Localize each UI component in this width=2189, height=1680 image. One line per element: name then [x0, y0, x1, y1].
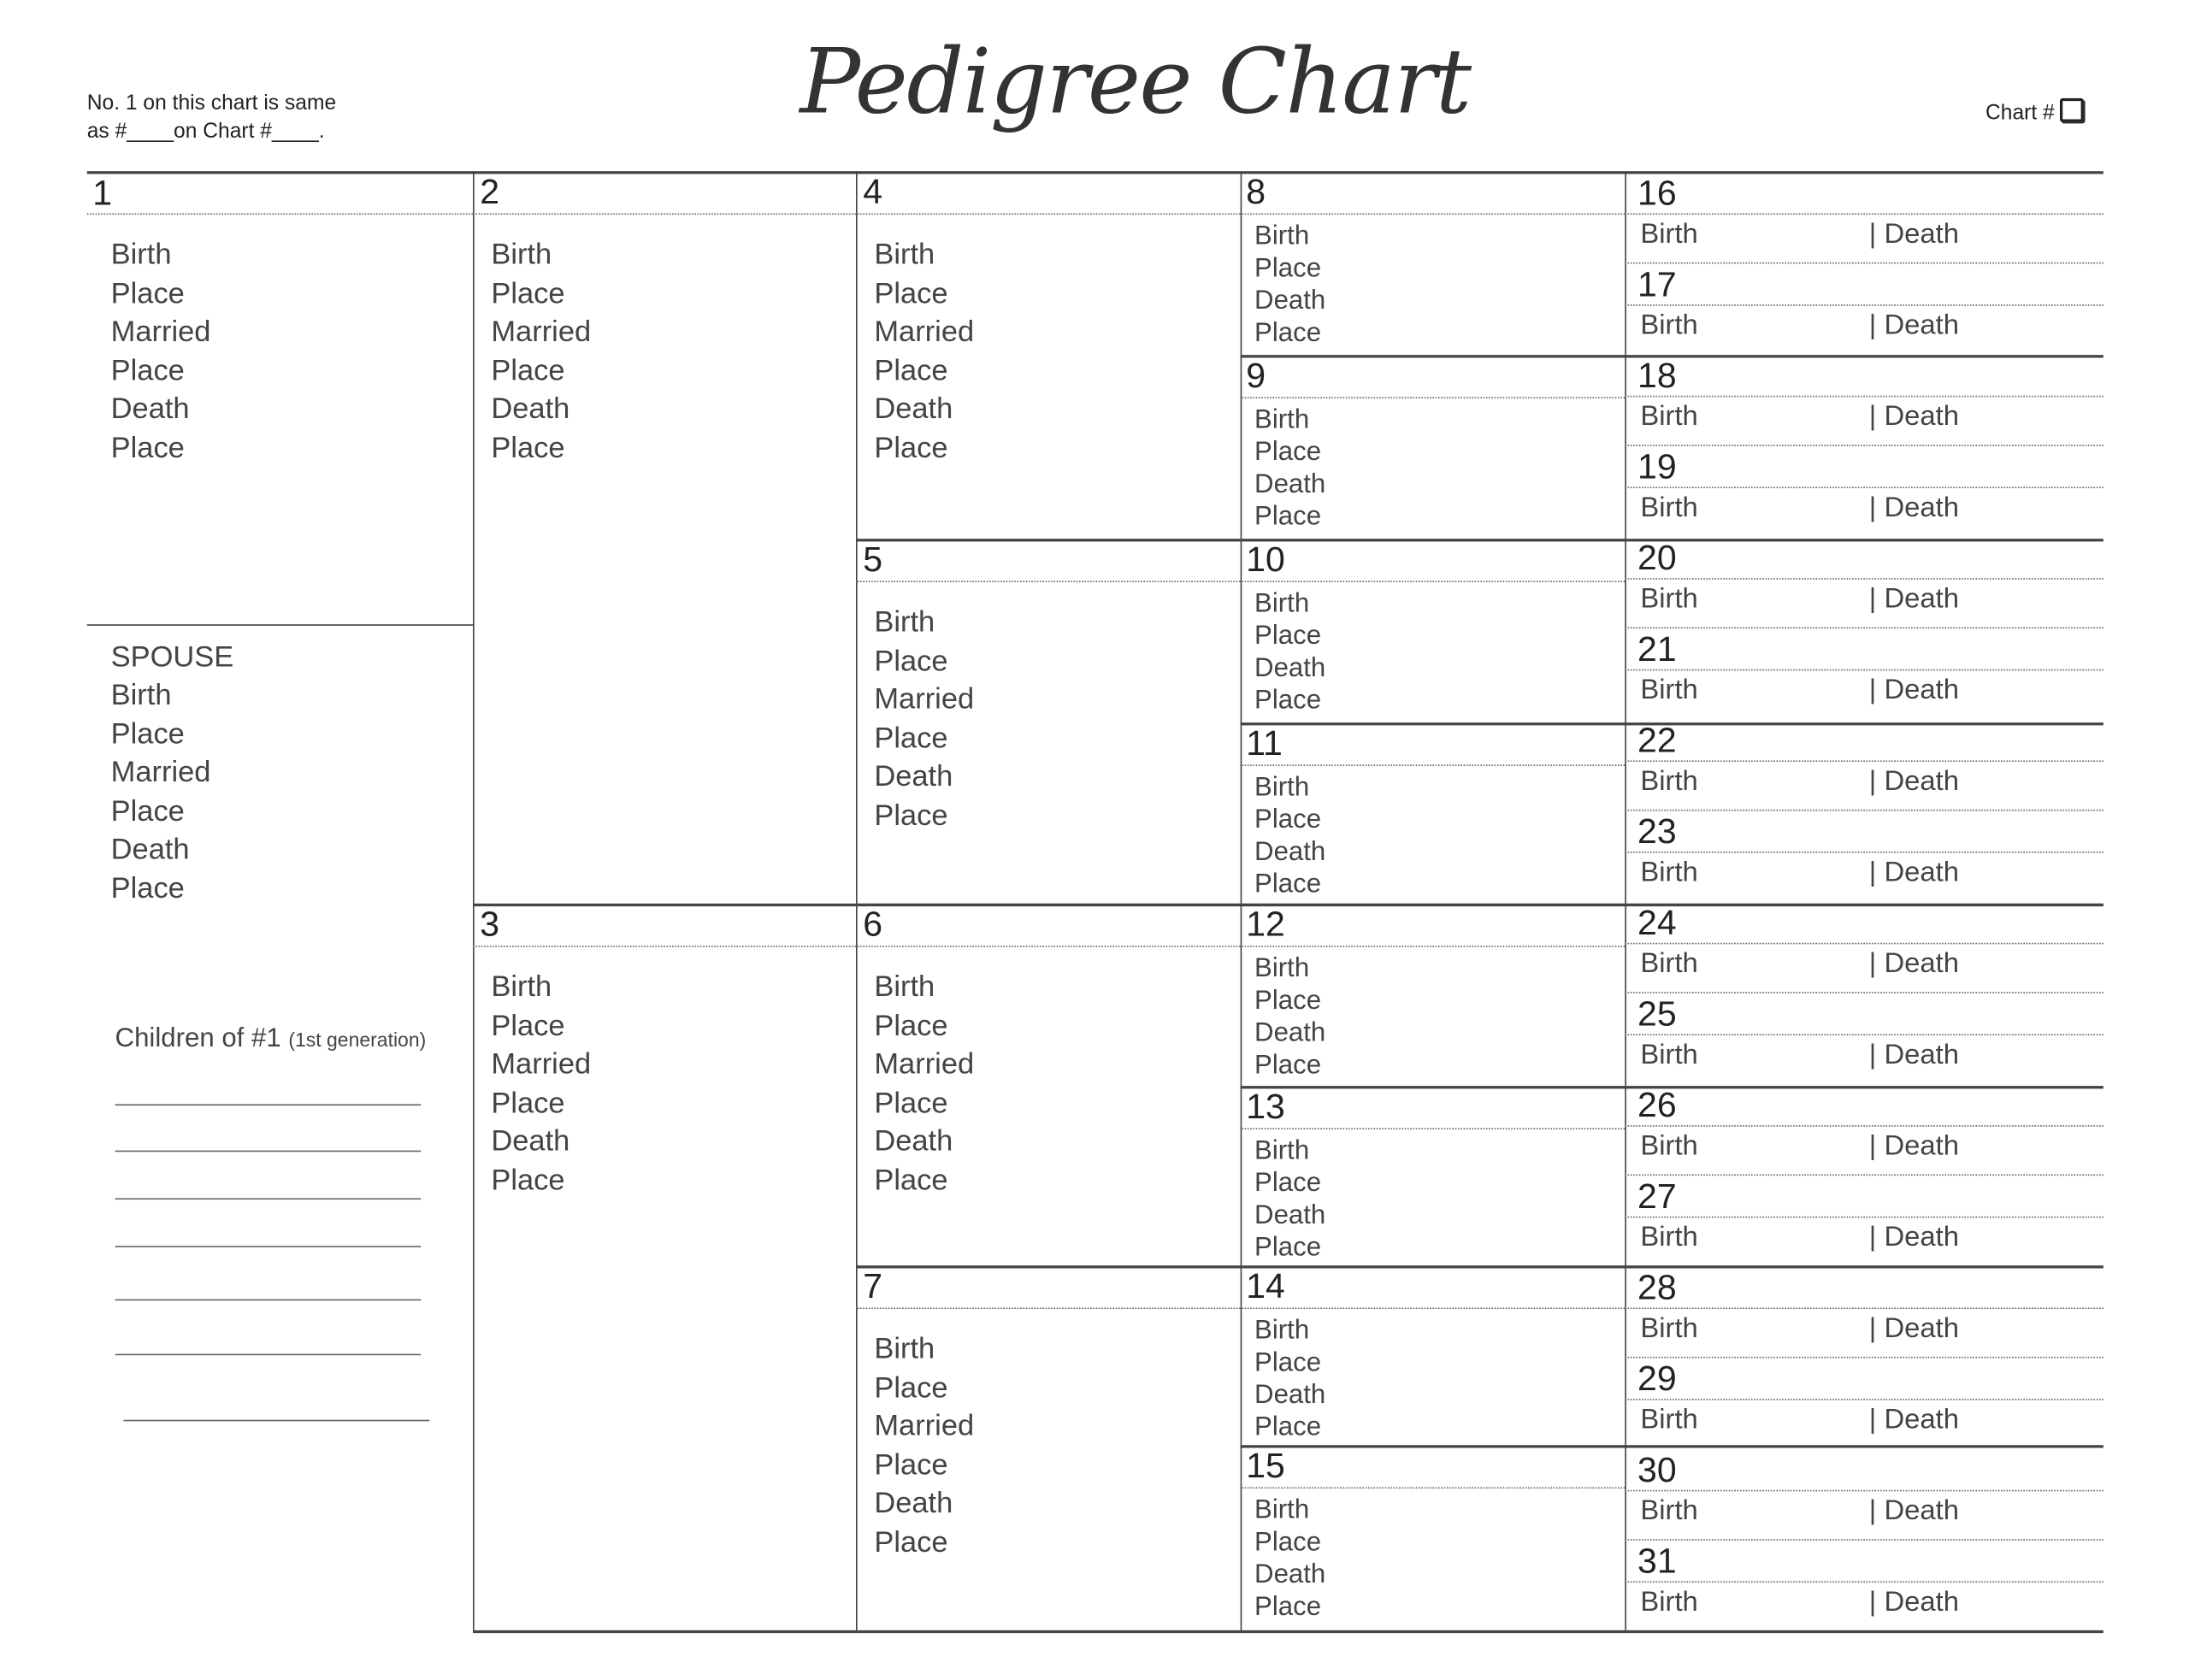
header-rule [856, 213, 1241, 215]
header-rule [1625, 1034, 2103, 1035]
block-rule [1241, 1445, 2103, 1447]
person-3-field-place[interactable]: Place [491, 1164, 565, 1196]
person-4-field-place[interactable]: Place [874, 277, 948, 309]
person-25-death[interactable]: | Death [1868, 1039, 1960, 1071]
person-5-field-death[interactable]: Death [874, 760, 953, 793]
spouse-label: SPOUSE [110, 640, 234, 674]
person-8-field-place[interactable]: Place [1254, 254, 1322, 284]
person-11-field-death[interactable]: Death [1254, 837, 1326, 868]
person-number-3: 3 [480, 905, 500, 945]
child-entry-line[interactable] [115, 1151, 422, 1152]
bottom-rule [473, 1630, 2103, 1633]
person-number-20: 20 [1637, 539, 1677, 579]
header-rule [1625, 1399, 2103, 1400]
person-18-death[interactable]: | Death [1868, 401, 1960, 433]
header-rule [1241, 397, 1626, 398]
header-rule [1625, 760, 2103, 762]
header-rule [87, 213, 473, 215]
header-rule [1625, 1125, 2103, 1127]
person-rule [1625, 1357, 2103, 1359]
header-rule [1625, 943, 2103, 945]
person-29-death[interactable]: | Death [1868, 1404, 1960, 1435]
person-19-birth[interactable]: Birth [1640, 492, 1698, 524]
children-subtitle: (1st generation) [288, 1028, 427, 1052]
header-rule [1625, 486, 2103, 488]
person-3-field-married[interactable]: Married [491, 1047, 592, 1081]
person-number-23: 23 [1637, 812, 1677, 852]
header-rule [473, 213, 856, 215]
person-22-birth[interactable]: Birth [1640, 765, 1698, 798]
person-number-7: 7 [863, 1266, 883, 1306]
person-13-field-place[interactable]: Place [1254, 1233, 1322, 1263]
person-6-field-birth[interactable]: Birth [874, 970, 935, 1004]
person-12-field-birth[interactable]: Birth [1254, 953, 1310, 984]
person-7-field-place[interactable]: Place [874, 1371, 948, 1404]
person-19-death[interactable]: | Death [1868, 492, 1960, 524]
person-15-field-place[interactable]: Place [1254, 1592, 1322, 1622]
children-title-text: Children of #1 [115, 1023, 289, 1054]
person-number-1: 1 [92, 174, 113, 214]
person-6-field-place[interactable]: Place [874, 1009, 948, 1042]
person-2-field-place[interactable]: Place [491, 431, 565, 464]
person-23-death[interactable]: | Death [1868, 857, 1960, 888]
person-number-6: 6 [863, 905, 883, 945]
person-4-field-married[interactable]: Married [874, 315, 975, 348]
person-number-31: 31 [1637, 1541, 1677, 1582]
field-label-place[interactable]: Place [110, 277, 185, 309]
person-5-field-birth[interactable]: Birth [874, 605, 935, 639]
person-20-birth[interactable]: Birth [1640, 583, 1698, 615]
page-title: Pedigree Chart [799, 31, 1471, 135]
person-rule [1625, 810, 2103, 811]
person-2-field-place[interactable]: Place [491, 277, 565, 309]
person-10-field-place[interactable]: Place [1254, 686, 1322, 716]
person-2-field-married[interactable]: Married [491, 315, 592, 348]
person-7-field-death[interactable]: Death [874, 1487, 953, 1520]
chart-number-label: Chart # [1985, 101, 2055, 126]
person-number-18: 18 [1637, 356, 1677, 396]
person-9-field-birth[interactable]: Birth [1254, 405, 1310, 435]
column-divider [1625, 171, 1626, 1630]
person-5-field-place[interactable]: Place [874, 722, 948, 755]
person-30-birth[interactable]: Birth [1640, 1495, 1698, 1527]
person-14-field-birth[interactable]: Birth [1254, 1316, 1310, 1346]
person-8-field-death[interactable]: Death [1254, 286, 1326, 316]
person-29-birth[interactable]: Birth [1640, 1404, 1698, 1435]
person-18-birth[interactable]: Birth [1640, 401, 1698, 433]
person-14-field-death[interactable]: Death [1254, 1380, 1326, 1411]
person-number-22: 22 [1637, 721, 1677, 761]
header-rule [856, 581, 1241, 582]
person-6-field-place[interactable]: Place [874, 1164, 948, 1196]
header-rule [856, 1307, 1241, 1309]
person-number-12: 12 [1246, 905, 1285, 945]
column-divider [473, 171, 475, 1630]
person-27-death[interactable]: | Death [1868, 1222, 1960, 1253]
chart-link-note [87, 90, 336, 146]
person-6-field-married[interactable]: Married [874, 1047, 975, 1081]
child-entry-line[interactable] [115, 1198, 422, 1200]
person-9-field-place[interactable]: Place [1254, 437, 1322, 468]
child-entry-line[interactable] [115, 1104, 422, 1105]
person-number-5: 5 [863, 539, 883, 580]
person-12-field-place[interactable]: Place [1254, 986, 1322, 1017]
spouse-field-place[interactable]: Place [110, 794, 185, 828]
person-2-field-place[interactable]: Place [491, 354, 565, 387]
header-rule [1625, 1307, 2103, 1309]
note-line-1: No. 1 on this chart is same [86, 91, 337, 115]
person-number-25: 25 [1637, 994, 1677, 1035]
person-rule [1625, 1175, 2103, 1176]
person-10-field-place[interactable]: Place [1254, 621, 1322, 651]
person-28-death[interactable]: | Death [1868, 1312, 1960, 1345]
person-8-field-birth[interactable]: Birth [1254, 221, 1310, 251]
header-rule [1625, 852, 2103, 853]
header-rule [1241, 213, 1626, 215]
person-11-field-place[interactable]: Place [1254, 869, 1322, 899]
header-rule [1625, 213, 2103, 215]
header-rule [1241, 1128, 1626, 1129]
header-rule [1241, 1307, 1626, 1309]
person-15-field-place[interactable]: Place [1254, 1528, 1322, 1558]
note-line-2: as #____on Chart #____. [86, 119, 325, 144]
person-3-field-birth[interactable]: Birth [491, 970, 552, 1004]
person-rule [1625, 992, 2103, 993]
field-label-married[interactable]: Married [110, 315, 211, 348]
person-25-birth[interactable]: Birth [1640, 1039, 1698, 1071]
person-number-21: 21 [1637, 629, 1677, 669]
person-24-death[interactable]: | Death [1868, 948, 1960, 980]
person-4-field-birth[interactable]: Birth [874, 238, 935, 271]
person-13-field-place[interactable]: Place [1254, 1168, 1322, 1199]
person-9-field-place[interactable]: Place [1254, 502, 1322, 532]
person-number-10: 10 [1246, 539, 1285, 580]
child-entry-line[interactable] [115, 1354, 422, 1356]
person-number-27: 27 [1637, 1176, 1677, 1217]
person-rule [1625, 628, 2103, 629]
person-10-field-death[interactable]: Death [1254, 653, 1326, 684]
person-number-24: 24 [1637, 903, 1677, 943]
person-4-field-place[interactable]: Place [874, 354, 948, 387]
person-7-field-place[interactable]: Place [874, 1525, 948, 1559]
person-number-8: 8 [1246, 172, 1266, 212]
header-rule [1241, 581, 1626, 582]
person-8-field-place[interactable]: Place [1254, 318, 1322, 348]
column-divider [1241, 171, 1242, 1630]
person-number-14: 14 [1246, 1266, 1285, 1306]
person-7-field-married[interactable]: Married [874, 1410, 975, 1442]
field-label-place[interactable]: Place [110, 431, 185, 464]
spouse-field-place[interactable]: Place [110, 871, 185, 905]
header-rule [473, 946, 856, 947]
person-7-field-place[interactable]: Place [874, 1448, 948, 1482]
person-26-death[interactable]: | Death [1868, 1130, 1960, 1162]
person-number-30: 30 [1637, 1450, 1677, 1490]
field-label-death[interactable]: Death [110, 392, 190, 426]
person-24-birth[interactable]: Birth [1640, 948, 1698, 980]
person-31-birth[interactable]: Birth [1640, 1586, 1698, 1618]
person-15-field-death[interactable]: Death [1254, 1559, 1326, 1590]
person-16-death[interactable]: | Death [1868, 218, 1960, 251]
header-rule [1625, 1490, 2103, 1492]
person-22-death[interactable]: | Death [1868, 765, 1960, 798]
person-5-field-place[interactable]: Place [874, 799, 948, 832]
person-28-birth[interactable]: Birth [1640, 1312, 1698, 1345]
header-rule [1625, 1217, 2103, 1218]
person-number-19: 19 [1637, 447, 1677, 487]
person-7-field-birth[interactable]: Birth [874, 1332, 935, 1365]
person-21-death[interactable]: | Death [1868, 675, 1960, 706]
person-3-field-place[interactable]: Place [491, 1009, 565, 1042]
header-rule [1625, 396, 2103, 398]
child-entry-line[interactable] [115, 1300, 422, 1301]
person-13-field-birth[interactable]: Birth [1254, 1136, 1310, 1166]
person-number-16: 16 [1637, 174, 1677, 214]
person-number-17: 17 [1637, 265, 1677, 305]
person-4-field-death[interactable]: Death [874, 392, 953, 426]
person-30-death[interactable]: | Death [1868, 1495, 1960, 1527]
person-14-field-place[interactable]: Place [1254, 1412, 1322, 1442]
block-rule [856, 539, 2103, 541]
person-20-death[interactable]: | Death [1868, 583, 1960, 615]
header-rule [856, 946, 1241, 947]
spouse-field-birth[interactable]: Birth [110, 679, 172, 711]
person-rule [1625, 445, 2103, 446]
header-rule [1241, 946, 1626, 947]
person-3-field-death[interactable]: Death [491, 1125, 570, 1158]
person-9-field-death[interactable]: Death [1254, 469, 1326, 500]
spouse-field-place[interactable]: Place [110, 717, 185, 751]
field-label-place[interactable]: Place [110, 354, 185, 387]
person-number-26: 26 [1637, 1086, 1677, 1126]
person-12-field-death[interactable]: Death [1254, 1018, 1326, 1048]
spouse-field-death[interactable]: Death [110, 833, 190, 866]
child-entry-line[interactable] [115, 1246, 422, 1247]
top-rule [87, 171, 2103, 174]
spouse-field-married[interactable]: Married [110, 756, 211, 789]
person-12-field-place[interactable]: Place [1254, 1051, 1322, 1081]
person-10-field-birth[interactable]: Birth [1254, 589, 1310, 619]
person-number-2: 2 [480, 172, 500, 212]
person-14-field-place[interactable]: Place [1254, 1348, 1322, 1378]
person-rule [1625, 262, 2103, 264]
person-6-field-place[interactable]: Place [874, 1086, 948, 1119]
person-4-field-place[interactable]: Place [874, 431, 948, 464]
block-rule [856, 904, 2103, 906]
person-6-field-death[interactable]: Death [874, 1125, 953, 1158]
person-number-13: 13 [1246, 1087, 1285, 1127]
header-rule [1241, 1487, 1626, 1488]
spouse-divider [87, 624, 473, 626]
person-27-birth[interactable]: Birth [1640, 1222, 1698, 1253]
block-rule [856, 1265, 2103, 1268]
person-number-11: 11 [1246, 723, 1283, 763]
person-number-29: 29 [1637, 1359, 1677, 1400]
header-rule [1625, 1581, 2103, 1583]
checkbox-icon[interactable] [2060, 98, 2084, 122]
chart-number-field[interactable] [1985, 98, 2084, 125]
header-rule [1625, 304, 2103, 306]
header-rule [1241, 764, 1626, 766]
person-26-birth[interactable]: Birth [1640, 1130, 1698, 1162]
children-title [115, 1024, 427, 1055]
column-divider [856, 171, 858, 1630]
person-13-field-death[interactable]: Death [1254, 1200, 1326, 1231]
person-23-birth[interactable]: Birth [1640, 857, 1698, 888]
person-17-death[interactable]: | Death [1868, 309, 1960, 341]
person-16-birth[interactable]: Birth [1640, 218, 1698, 251]
person-5-field-place[interactable]: Place [874, 645, 948, 677]
person-31-death[interactable]: | Death [1868, 1586, 1960, 1618]
person-17-birth[interactable]: Birth [1640, 309, 1698, 341]
person-number-28: 28 [1637, 1268, 1677, 1308]
person-2-field-birth[interactable]: Birth [491, 238, 552, 271]
person-11-field-birth[interactable]: Birth [1254, 773, 1310, 803]
person-21-birth[interactable]: Birth [1640, 675, 1698, 706]
person-3-field-place[interactable]: Place [491, 1086, 565, 1119]
header-rule [1625, 669, 2103, 671]
person-11-field-place[interactable]: Place [1254, 805, 1322, 835]
person-5-field-married[interactable]: Married [874, 683, 975, 716]
header-rule [1625, 578, 2103, 580]
person-number-9: 9 [1246, 356, 1266, 396]
person-2-field-death[interactable]: Death [491, 392, 570, 426]
child-entry-line[interactable] [123, 1420, 429, 1422]
person-rule [1625, 1539, 2103, 1541]
field-label-birth[interactable]: Birth [110, 238, 172, 271]
person-number-15: 15 [1246, 1446, 1285, 1486]
person-15-field-birth[interactable]: Birth [1254, 1495, 1310, 1525]
person-number-4: 4 [863, 172, 883, 212]
